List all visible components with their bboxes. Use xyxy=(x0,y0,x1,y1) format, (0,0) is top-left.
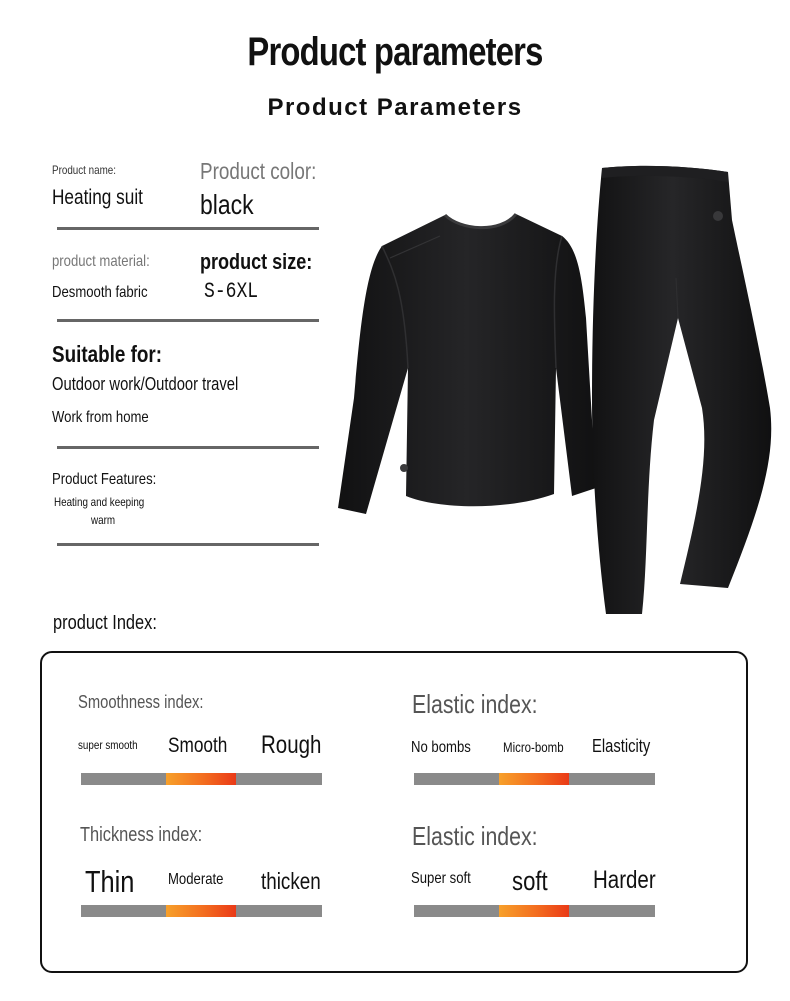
product-material-label: product material: xyxy=(52,253,150,270)
scale-segment xyxy=(81,773,166,785)
index-option-selected: Smooth xyxy=(168,734,228,757)
index-heading: product Index: xyxy=(53,612,157,634)
product-material-value: Desmooth fabric xyxy=(52,284,148,301)
scale-segment xyxy=(569,905,655,917)
scale-segment xyxy=(414,905,499,917)
index-option: Harder xyxy=(593,866,656,894)
scale-segment-selected xyxy=(499,773,569,785)
scale-segment xyxy=(569,773,655,785)
scale-segment-selected xyxy=(166,905,236,917)
product-size-value: S-6XL xyxy=(204,279,259,304)
features-label: Product Features: xyxy=(52,471,157,488)
suitable-line-1: Outdoor work/Outdoor travel xyxy=(52,374,239,394)
divider xyxy=(57,446,319,449)
index-option: Thin xyxy=(85,864,135,899)
index-scale-bar xyxy=(414,773,655,785)
page-title: Product parameters xyxy=(247,30,543,74)
index-option: Elasticity xyxy=(592,736,651,756)
index-scale-bar xyxy=(81,773,322,785)
product-name-value: Heating suit xyxy=(52,186,143,209)
index-option-selected: Moderate xyxy=(168,871,224,888)
index-option: super smooth xyxy=(78,738,138,752)
index-title: Smoothness index: xyxy=(78,692,204,712)
suitable-label: Suitable for: xyxy=(52,341,163,367)
product-color-value: black xyxy=(200,189,254,220)
page-subtitle: Product Parameters xyxy=(267,94,523,121)
index-scale-bar xyxy=(414,905,655,917)
scale-segment xyxy=(236,773,322,785)
index-option: Rough xyxy=(261,731,322,759)
product-image xyxy=(330,158,780,618)
index-option: thicken xyxy=(261,868,321,894)
index-option-selected: Micro-bomb xyxy=(503,739,564,755)
product-name-label: Product name: xyxy=(52,163,116,177)
index-title: Thickness index: xyxy=(80,824,203,846)
index-title: Elastic index: xyxy=(412,821,538,851)
scale-segment xyxy=(414,773,499,785)
index-option: Super soft xyxy=(411,870,471,887)
features-line-2: warm xyxy=(91,513,116,527)
product-size-label: product size: xyxy=(200,249,313,274)
divider xyxy=(57,543,319,546)
index-option: No bombs xyxy=(411,739,471,756)
scale-segment xyxy=(81,905,166,917)
scale-segment-selected xyxy=(166,773,236,785)
index-scale-bar xyxy=(81,905,322,917)
suitable-line-2: Work from home xyxy=(52,409,149,426)
index-option-selected: soft xyxy=(512,866,548,896)
features-line-1: Heating and keeping xyxy=(54,495,145,509)
scale-segment xyxy=(236,905,322,917)
divider xyxy=(57,319,319,322)
product-color-label: Product color: xyxy=(200,158,317,184)
index-title: Elastic index: xyxy=(412,689,538,719)
scale-segment-selected xyxy=(499,905,569,917)
divider xyxy=(57,227,319,230)
